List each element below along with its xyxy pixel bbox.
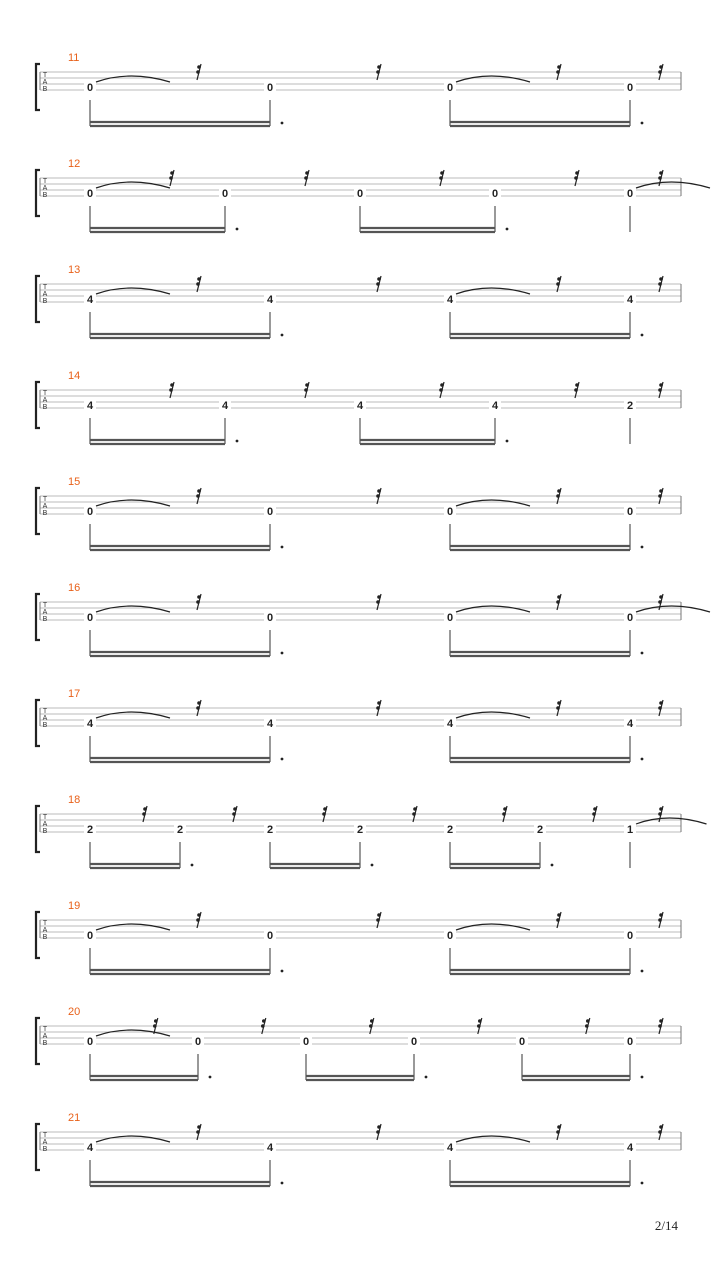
- fret-number: 0: [266, 930, 274, 942]
- tab-clef-letter: A: [42, 291, 48, 298]
- rest-dot: [557, 277, 561, 281]
- fret-number: 0: [86, 1036, 94, 1048]
- rest-dot: [376, 918, 380, 922]
- tab-staff: [0, 476, 720, 566]
- tab-clef-letter: T: [42, 496, 48, 503]
- tie-arc: [456, 924, 530, 930]
- tab-staff: [0, 582, 720, 672]
- tie-arc: [96, 76, 170, 82]
- fret-number: 4: [86, 294, 94, 306]
- rest-dot: [261, 1024, 265, 1028]
- tab-staff: [0, 52, 720, 142]
- rest-dot: [304, 176, 308, 180]
- tie-arc: [456, 712, 530, 718]
- tab-clef-letter: B: [42, 510, 48, 517]
- tab-clef-letter: T: [42, 284, 48, 291]
- tab-clef-letter: T: [42, 814, 48, 821]
- rest-dot: [439, 388, 443, 392]
- dot: [425, 1076, 428, 1079]
- tab-clef-letter: B: [42, 616, 48, 623]
- tab-system: [0, 52, 720, 142]
- rest-dot: [196, 282, 200, 286]
- rest-dot: [377, 277, 381, 281]
- rest-dot: [659, 489, 663, 493]
- rest-dot: [658, 1130, 662, 1134]
- system-bracket: [36, 1124, 40, 1170]
- tab-clef-letter: B: [42, 934, 48, 941]
- fret-number: 4: [626, 294, 634, 306]
- rest-dot: [413, 807, 417, 811]
- dot: [641, 970, 644, 973]
- system-bracket: [36, 64, 40, 110]
- fret-number: 1: [626, 824, 634, 836]
- tab-clef-letter: A: [42, 821, 48, 828]
- tab-clef-letter: B: [42, 1146, 48, 1153]
- rest-dot: [575, 383, 579, 387]
- fret-number: 0: [194, 1036, 202, 1048]
- dot: [281, 1182, 284, 1185]
- rest-dot: [556, 600, 560, 604]
- system-bracket: [36, 382, 40, 428]
- rest-dot: [658, 918, 662, 922]
- measure-number: 15: [68, 476, 81, 488]
- tab-staff: [0, 688, 720, 778]
- dot: [641, 758, 644, 761]
- rest-dot: [592, 812, 596, 816]
- rest-dot: [659, 913, 663, 917]
- rest-dot: [503, 807, 507, 811]
- rest-dot: [196, 600, 200, 604]
- dot: [281, 970, 284, 973]
- measure-number: 18: [68, 794, 81, 806]
- tab-clef-letter: T: [42, 178, 48, 185]
- rest-dot: [197, 277, 201, 281]
- rest-dot: [574, 176, 578, 180]
- measure-number: 11: [68, 52, 80, 64]
- dot: [281, 334, 284, 337]
- rest-dot: [659, 807, 663, 811]
- fret-number: 0: [626, 1036, 634, 1048]
- fret-number: 4: [266, 1142, 274, 1154]
- tab-clef-letter: T: [42, 708, 48, 715]
- tie-arc: [96, 606, 170, 612]
- rest-dot: [556, 70, 560, 74]
- rest-dot: [658, 282, 662, 286]
- rest-dot: [169, 388, 173, 392]
- rest-dot: [557, 65, 561, 69]
- rest-dot: [659, 1019, 663, 1023]
- fret-number: 0: [266, 82, 274, 94]
- rest-dot: [323, 807, 327, 811]
- tab-staff: [0, 370, 720, 460]
- tab-system: [0, 476, 720, 566]
- fret-number: 0: [626, 188, 634, 200]
- rest-dot: [196, 494, 200, 498]
- tab-staff: [0, 1006, 720, 1096]
- rest-dot: [412, 812, 416, 816]
- measure-number: 21: [68, 1112, 81, 1124]
- fret-number: 4: [491, 400, 499, 412]
- dot: [191, 864, 194, 867]
- rest-dot: [658, 176, 662, 180]
- rest-dot: [658, 812, 662, 816]
- fret-number: 0: [626, 612, 634, 624]
- fret-number: 4: [86, 718, 94, 730]
- fret-number: 2: [446, 824, 454, 836]
- fret-number: 4: [266, 294, 274, 306]
- dot: [506, 228, 509, 231]
- tab-clef-letter: B: [42, 192, 48, 199]
- fret-number: 0: [86, 612, 94, 624]
- fret-number: 4: [86, 1142, 94, 1154]
- rest-dot: [440, 171, 444, 175]
- fret-number: 4: [446, 718, 454, 730]
- fret-number: 0: [410, 1036, 418, 1048]
- dot: [641, 546, 644, 549]
- tab-clef-letter: T: [42, 1026, 48, 1033]
- fret-number: 0: [626, 930, 634, 942]
- rest-dot: [575, 171, 579, 175]
- rest-dot: [197, 1125, 201, 1129]
- page-number: 2/14: [654, 1218, 678, 1233]
- fret-number: 2: [86, 824, 94, 836]
- fret-number: 4: [221, 400, 229, 412]
- rest-dot: [585, 1024, 589, 1028]
- rest-dot: [659, 595, 663, 599]
- system-bracket: [36, 912, 40, 958]
- dot: [281, 122, 284, 125]
- rest-dot: [659, 65, 663, 69]
- rest-dot: [658, 600, 662, 604]
- rest-dot: [196, 706, 200, 710]
- fret-number: 0: [86, 188, 94, 200]
- tab-system: [0, 370, 720, 460]
- tab-clef-letter: T: [42, 602, 48, 609]
- rest-dot: [557, 913, 561, 917]
- rest-dot: [377, 1125, 381, 1129]
- rest-dot: [658, 706, 662, 710]
- fret-number: 0: [491, 188, 499, 200]
- rest-dot: [556, 494, 560, 498]
- system-bracket: [36, 170, 40, 216]
- rest-dot: [557, 1125, 561, 1129]
- tab-clef-letter: T: [42, 72, 48, 79]
- tab-staff: [0, 1112, 720, 1202]
- rest-dot: [377, 595, 381, 599]
- tab-system: [0, 582, 720, 672]
- dot: [641, 334, 644, 337]
- measure-number: 13: [68, 264, 81, 276]
- fret-number: 4: [86, 400, 94, 412]
- rest-dot: [557, 701, 561, 705]
- rest-dot: [196, 918, 200, 922]
- rest-dot: [322, 812, 326, 816]
- rest-dot: [557, 595, 561, 599]
- tab-clef-letter: T: [42, 920, 48, 927]
- rest-dot: [143, 807, 147, 811]
- rest-dot: [170, 171, 174, 175]
- measure-number: 20: [68, 1006, 81, 1018]
- tab-clef-letter: T: [42, 390, 48, 397]
- tab-clef-letter: B: [42, 1040, 48, 1047]
- rest-dot: [197, 595, 201, 599]
- fret-number: 0: [302, 1036, 310, 1048]
- fret-number: 0: [356, 188, 364, 200]
- tab-clef-letter: A: [42, 503, 48, 510]
- dot: [641, 122, 644, 125]
- fret-number: 4: [446, 1142, 454, 1154]
- fret-number: 2: [626, 400, 634, 412]
- fret-number: 0: [626, 506, 634, 518]
- dot: [209, 1076, 212, 1079]
- rest-dot: [170, 383, 174, 387]
- rest-dot: [556, 1130, 560, 1134]
- fret-number: 0: [266, 612, 274, 624]
- tab-system: [0, 1112, 720, 1202]
- rest-dot: [196, 70, 200, 74]
- rest-dot: [197, 701, 201, 705]
- tie-arc: [96, 1136, 170, 1142]
- fret-number: 0: [446, 82, 454, 94]
- rest-dot: [232, 812, 236, 816]
- tie-arc: [96, 182, 170, 188]
- rest-dot: [369, 1024, 373, 1028]
- tab-system: [0, 900, 720, 990]
- rest-dot: [658, 1024, 662, 1028]
- rest-dot: [142, 812, 146, 816]
- dot: [281, 758, 284, 761]
- rest-dot: [197, 913, 201, 917]
- tie-arc: [96, 924, 170, 930]
- tab-staff: [0, 794, 720, 884]
- system-bracket: [36, 488, 40, 534]
- tie-arc: [456, 606, 530, 612]
- measure-number: 19: [68, 900, 81, 912]
- rest-dot: [377, 65, 381, 69]
- system-bracket: [36, 276, 40, 322]
- rest-dot: [439, 176, 443, 180]
- dot: [236, 228, 239, 231]
- tab-clef-letter: A: [42, 1139, 48, 1146]
- rest-dot: [440, 383, 444, 387]
- system-bracket: [36, 700, 40, 746]
- tab-clef-letter: A: [42, 715, 48, 722]
- dot: [371, 864, 374, 867]
- tab-clef-letter: A: [42, 609, 48, 616]
- tie-arc: [456, 500, 530, 506]
- fret-number: 2: [266, 824, 274, 836]
- tab-clef-letter: A: [42, 185, 48, 192]
- rest-dot: [478, 1019, 482, 1023]
- rest-dot: [658, 494, 662, 498]
- tab-clef-letter: B: [42, 404, 48, 411]
- dot: [641, 652, 644, 655]
- dot: [551, 864, 554, 867]
- rest-dot: [304, 388, 308, 392]
- tab-clef-letter: A: [42, 1033, 48, 1040]
- fret-number: 0: [446, 612, 454, 624]
- tab-clef-letter: A: [42, 927, 48, 934]
- fret-number: 0: [86, 930, 94, 942]
- dot: [281, 546, 284, 549]
- measure-number: 12: [68, 158, 81, 170]
- rest-dot: [659, 701, 663, 705]
- rest-dot: [305, 171, 309, 175]
- tab-clef-letter: B: [42, 722, 48, 729]
- system-bracket: [36, 806, 40, 852]
- rest-dot: [659, 171, 663, 175]
- system-bracket: [36, 1018, 40, 1064]
- tab-staff: [0, 158, 720, 248]
- rest-dot: [262, 1019, 266, 1023]
- tie-arc: [96, 1030, 170, 1036]
- rest-dot: [477, 1024, 481, 1028]
- rest-dot: [376, 494, 380, 498]
- fret-number: 0: [221, 188, 229, 200]
- tie-arc: [96, 712, 170, 718]
- tab-clef-letter: B: [42, 86, 48, 93]
- dot: [281, 652, 284, 655]
- rest-dot: [153, 1024, 157, 1028]
- fret-number: 0: [518, 1036, 526, 1048]
- tie-arc: [636, 606, 710, 612]
- rest-dot: [233, 807, 237, 811]
- fret-number: 4: [266, 718, 274, 730]
- tab-system: [0, 158, 720, 248]
- tab-clef-letter: B: [42, 298, 48, 305]
- rest-dot: [586, 1019, 590, 1023]
- tab-clef-letter: T: [42, 1132, 48, 1139]
- rest-dot: [370, 1019, 374, 1023]
- rest-dot: [376, 282, 380, 286]
- rest-dot: [658, 388, 662, 392]
- fret-number: 4: [626, 1142, 634, 1154]
- tie-arc: [96, 288, 170, 294]
- dot: [506, 440, 509, 443]
- tab-clef-letter: B: [42, 828, 48, 835]
- fret-number: 2: [536, 824, 544, 836]
- rest-dot: [377, 489, 381, 493]
- tab-system: [0, 688, 720, 778]
- rest-dot: [659, 277, 663, 281]
- tab-clef-letter: A: [42, 397, 48, 404]
- measure-number: 14: [68, 370, 81, 382]
- dot: [641, 1182, 644, 1185]
- rest-dot: [376, 1130, 380, 1134]
- fret-number: 0: [86, 82, 94, 94]
- fret-number: 4: [356, 400, 364, 412]
- dot: [236, 440, 239, 443]
- fret-number: 0: [626, 82, 634, 94]
- fret-number: 2: [356, 824, 364, 836]
- tab-staff: [0, 264, 720, 354]
- rest-dot: [169, 176, 173, 180]
- rest-dot: [556, 282, 560, 286]
- rest-dot: [556, 706, 560, 710]
- tab-system: [0, 264, 720, 354]
- rest-dot: [659, 1125, 663, 1129]
- dot: [641, 1076, 644, 1079]
- rest-dot: [305, 383, 309, 387]
- rest-dot: [658, 70, 662, 74]
- tab-system: [0, 794, 720, 884]
- tab-system: [0, 1006, 720, 1096]
- tie-arc: [456, 1136, 530, 1142]
- fret-number: 0: [86, 506, 94, 518]
- rest-dot: [197, 65, 201, 69]
- fret-number: 4: [446, 294, 454, 306]
- rest-dot: [376, 600, 380, 604]
- fret-number: 0: [266, 506, 274, 518]
- fret-number: 0: [446, 506, 454, 518]
- tab-staff: [0, 900, 720, 990]
- rest-dot: [197, 489, 201, 493]
- rest-dot: [376, 70, 380, 74]
- rest-dot: [196, 1130, 200, 1134]
- tie-arc: [636, 818, 707, 824]
- tab-clef-letter: A: [42, 79, 48, 86]
- rest-dot: [556, 918, 560, 922]
- tie-arc: [636, 182, 710, 188]
- rest-dot: [659, 383, 663, 387]
- tie-arc: [456, 288, 530, 294]
- rest-dot: [557, 489, 561, 493]
- rest-dot: [376, 706, 380, 710]
- system-bracket: [36, 594, 40, 640]
- measure-number: 17: [68, 688, 81, 700]
- measure-number: 16: [68, 582, 81, 594]
- rest-dot: [377, 913, 381, 917]
- rest-dot: [377, 701, 381, 705]
- fret-number: 2: [176, 824, 184, 836]
- fret-number: 4: [626, 718, 634, 730]
- tie-arc: [456, 76, 530, 82]
- rest-dot: [154, 1019, 158, 1023]
- rest-dot: [593, 807, 597, 811]
- rest-dot: [502, 812, 506, 816]
- rest-dot: [574, 388, 578, 392]
- fret-number: 0: [446, 930, 454, 942]
- tie-arc: [96, 500, 170, 506]
